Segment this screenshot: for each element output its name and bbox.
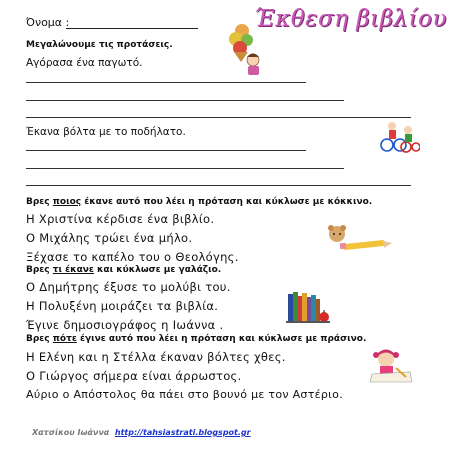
kids-on-bicycles-icon [378,118,420,154]
heading-keyword: τι έκανε [52,265,94,275]
section2-sentence-1: Η Χριστίνα κέρδισε ένα βιβλίο. [26,212,215,226]
section2-sentence-2: Ο Μιχάλης τρώει ένα μήλο. [26,231,193,245]
section3-sentence-3: Έγινε δημοσιογράφος η Ιωάννα . [26,318,224,332]
name-line [66,28,198,29]
heading-prefix: Βρες [26,334,53,344]
heading-prefix: Βρες [26,197,53,207]
write-line [26,100,344,101]
girl-writing-icon [366,348,416,384]
girl-with-ice-cream-icon [226,22,264,78]
heading-suffix: έκανε αυτό που λέει η πρόταση και κύκλωσε με κόκκινο. [81,197,373,207]
stack-of-books-icon [286,290,330,324]
footer-blog-link[interactable]: http://tahsiastrati.blogspot.gr [114,428,251,437]
heading-keyword: ποιος [52,197,82,207]
write-line [26,150,306,151]
section1-sentence-2: Έκανα βόλτα με το ποδήλατο. [26,126,186,138]
section3-sentence-1: Ο Δημήτρης έξυσε το μολύβι του. [26,280,231,294]
heading-keyword: πότε [52,334,77,344]
section2-sentence-3: Ξέχασε το καπέλο του ο Θεολόγης. [26,250,239,264]
heading-suffix: έγινε αυτό που λέει η πρόταση και κύκλωσε με πράσινο. [76,334,367,344]
page-title: Έκθεση βιβλίου [254,6,447,32]
footer-author: Χατσίκου Ιωάννα [32,428,110,437]
section1-heading: Μεγαλώνουμε τις προτάσεις. [26,40,173,50]
section2-heading [26,197,372,207]
section1-sentence-1: Αγόρασα ένα παγωτό. [26,57,143,69]
write-line [26,185,411,186]
section3-sentence-2: Η Πολυξένη μοιράζει τα βιβλία. [26,299,219,313]
write-line [26,82,306,83]
write-line [26,168,344,169]
section4-sentence-3: Αύριο ο Απόστολος θα πάει στο βουνό με τον Αστέριο. [26,388,343,401]
teddy-bear-with-pencil-icon [326,224,392,254]
section4-sentence-1: Η Ελένη και η Στέλλα έκαναν βόλτες χθες. [26,350,286,364]
heading-suffix: και κύκλωσε με γαλάζιο. [93,265,222,275]
section3-heading [26,265,221,275]
section4-heading [26,334,366,344]
name-label: Όνομα : [26,16,70,29]
footer [32,428,251,437]
write-line [26,117,411,118]
section4-sentence-2: Ο Γιώργος σήμερα είναι άρρωστος. [26,369,242,383]
heading-prefix: Βρες [26,265,53,275]
